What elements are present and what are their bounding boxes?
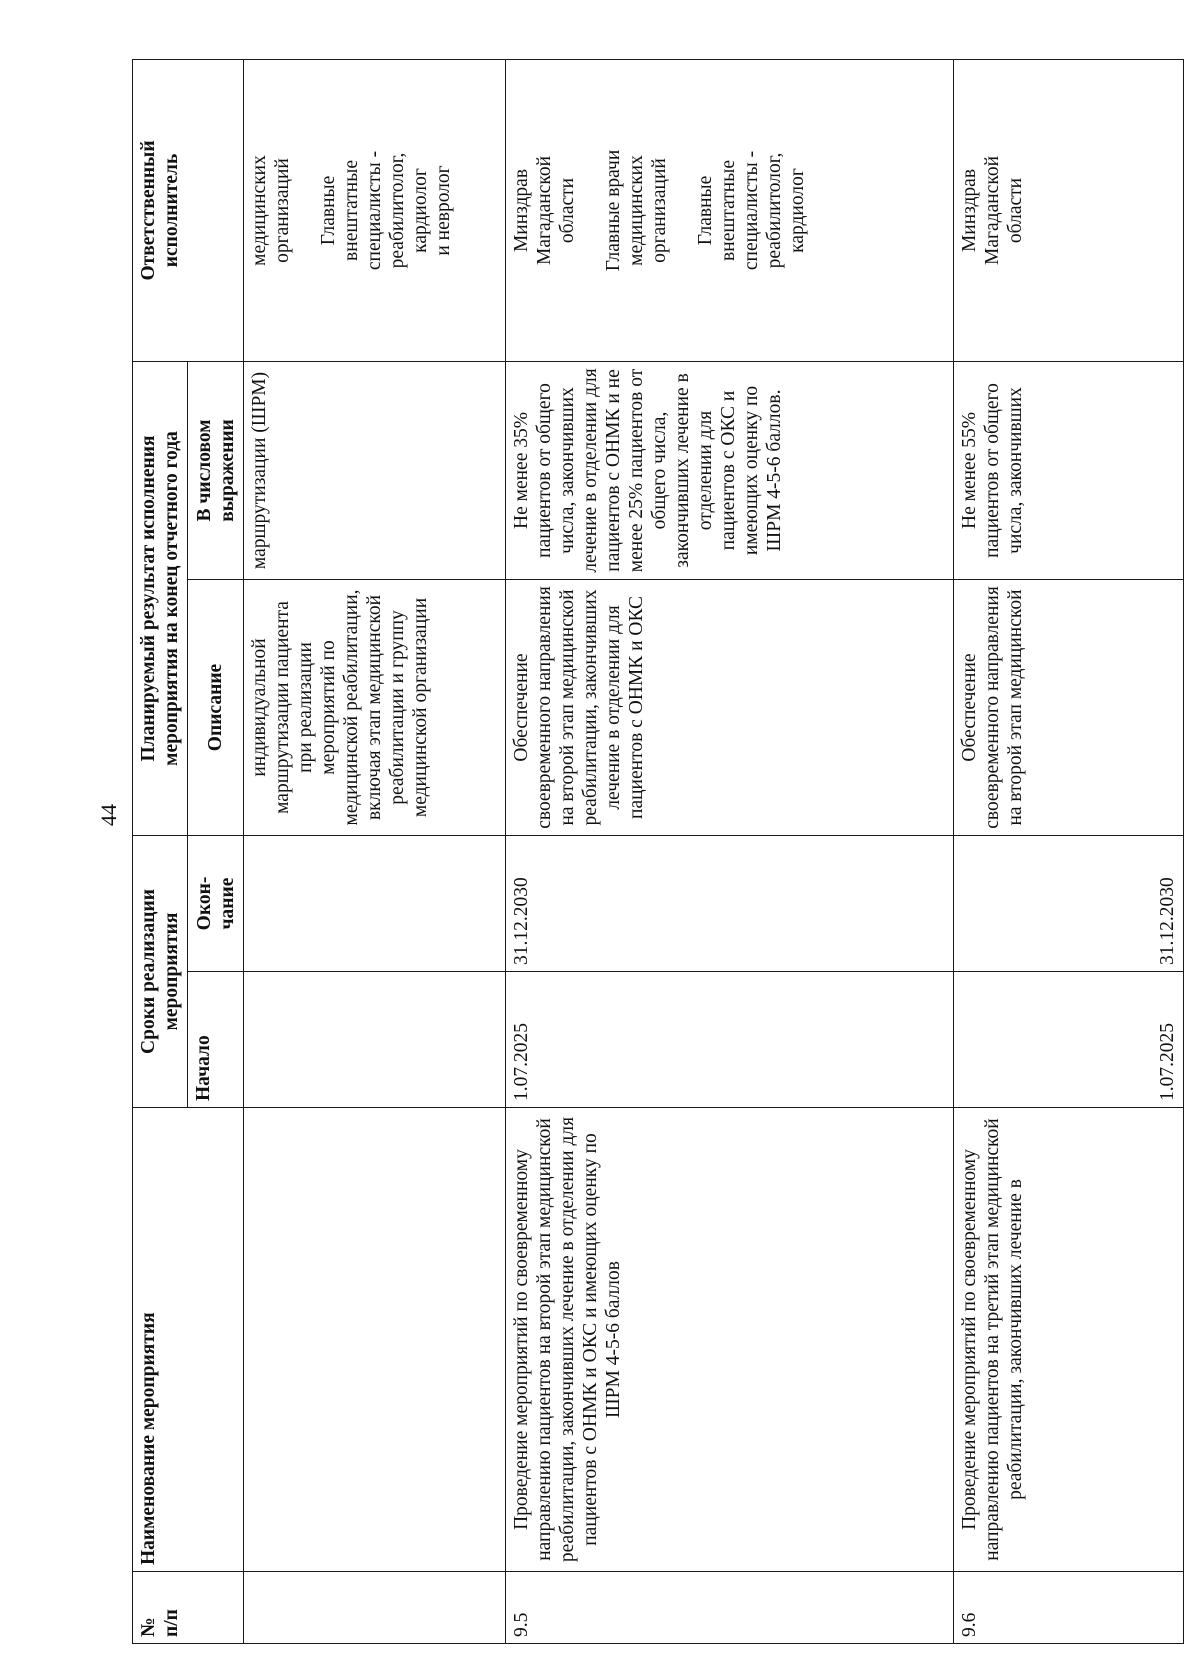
row-number: 9.6 xyxy=(954,1572,1184,1644)
header-activity-name: Наименование мероприятия xyxy=(133,1108,244,1572)
row-responsible: медицинских организаций Главные внештатные специалисты - реабилитолог, кардиолог и невролог xyxy=(244,59,506,361)
header-number: № п/п xyxy=(133,1572,244,1644)
row-description: Обеспечение своевременного направления на второй этап медицинской реабилитации, закончивших лечение в отделении для пациентов с ОНМК и ОКС xyxy=(506,579,954,835)
row-end-date: 31.12.2030 xyxy=(954,835,1184,971)
row-number: 9.5 xyxy=(506,1572,954,1644)
row-start-date: 1.07.2025 xyxy=(954,972,1184,1108)
header-numeric: В числовом выражении xyxy=(188,361,244,579)
row-start-date: 1.07.2025 xyxy=(506,972,954,1108)
row-numeric-value: маршрутизации (ШРМ) xyxy=(244,361,506,579)
table-row xyxy=(244,59,506,1643)
row-end-date: 31.12.2030 xyxy=(506,835,954,971)
row-description: Обеспечение своевременного направления на второй этап медицинской xyxy=(954,579,1184,835)
row-end-date xyxy=(244,835,506,971)
header-description: Описание xyxy=(188,579,244,835)
header-planned-result: Планируемый результат исполнения мероприятия на конец отчетного года xyxy=(133,361,188,835)
rotated-table-sheet xyxy=(132,60,1180,1644)
row-responsible: Минздрав Магаданской области xyxy=(954,59,1184,361)
row-activity-name: Проведение мероприятий по своевременному направлению пациентов на второй этап медицинской реабилитации, закончивших лечение в отделении для пациентов с ОНМК и ОКС и имеющих оценку по ШРМ 4-5-6 баллов xyxy=(506,1108,954,1572)
row-numeric-value: Не менее 55% пациентов от общего числа, закончивших xyxy=(954,361,1184,579)
row-start-date xyxy=(244,972,506,1108)
activities-table xyxy=(132,59,1184,1644)
row-description: индивидуальной маршрутизации пациента при реализации мероприятий по медицинской реабилитации, включая этап медицинской реабилитации и группу медицинской организации xyxy=(244,579,506,835)
page-number: 44 xyxy=(96,804,121,826)
row-activity-name: Проведение мероприятий по своевременному направлению пациентов на третий этап медицинской реабилитации, закончивших лечение в xyxy=(954,1108,1184,1572)
header-responsible: Ответственный исполнитель xyxy=(133,59,244,361)
row-activity-name xyxy=(244,1108,506,1572)
header-end: Окон- чание xyxy=(188,835,244,971)
header-start: Начало xyxy=(188,972,244,1108)
row-responsible: Минздрав Магаданской области Главные врачи медицинских организаций Главные внештатные специалисты - реабилитолог, кардиолог xyxy=(506,59,954,361)
row-numeric-value: Не менее 35% пациентов от общего числа, закончивших лечение в отделении для пациентов с ОНМК и не менее 25% пациентов от общего числа, закончивших лечение в отделении для пациентов с ОКС и имеющих оценку по ШРМ 4-5-6 баллов. xyxy=(506,361,954,579)
header-terms: Сроки реализации мероприятия xyxy=(133,835,188,1107)
table-row xyxy=(506,59,954,1643)
table-row xyxy=(954,59,1184,1643)
row-number xyxy=(244,1572,506,1644)
